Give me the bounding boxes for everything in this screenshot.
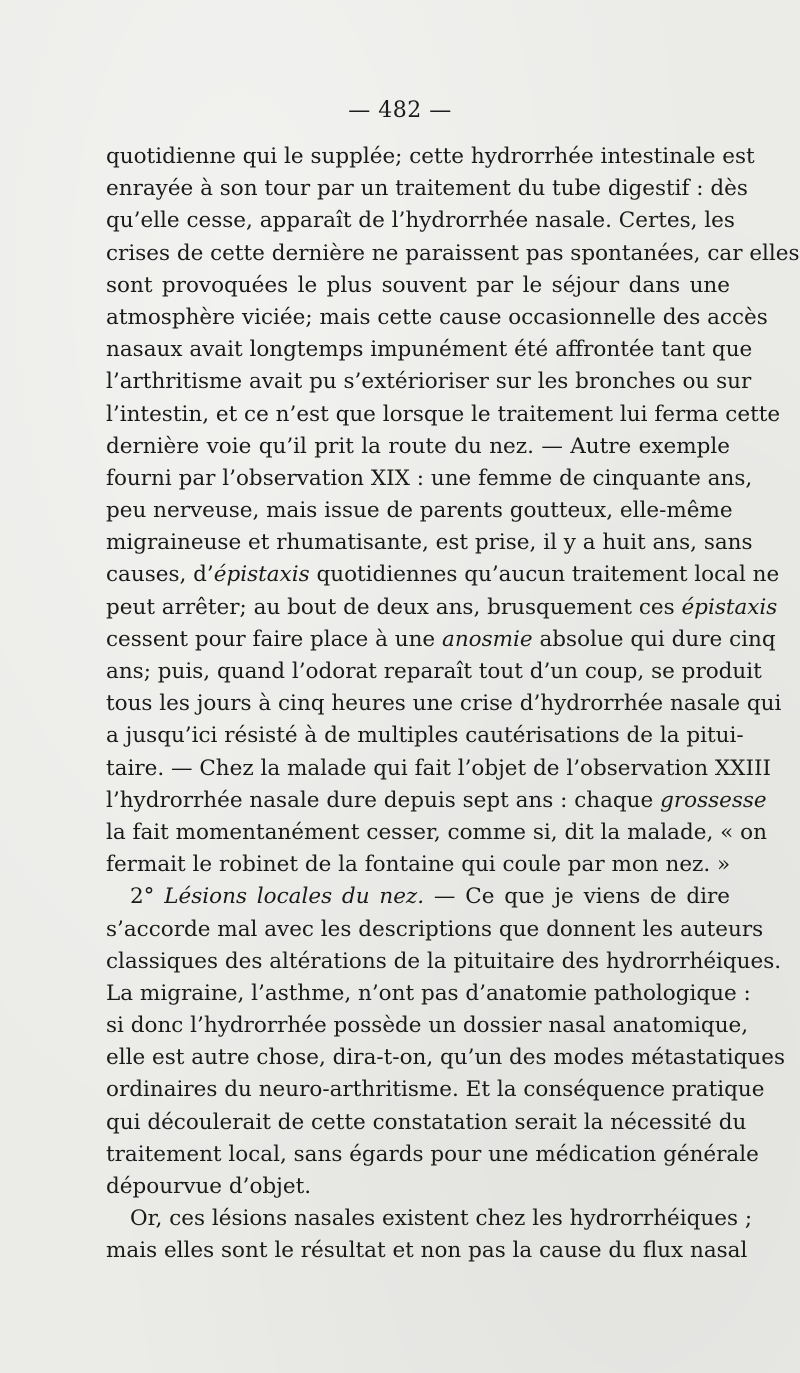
text-line: si donc l’hydrorrhée possède un dossier nasal anatomique, [106,1013,749,1039]
text-line: sont provoquées le plus souvent par le séjour dans une [106,272,730,298]
text-line: quotidienne qui le supplée; cette hydrorrhée intestinale est [106,144,755,169]
text-line: classiques des altérations de la pituitaire des hydrorrhéiques. [106,948,782,974]
text-line: cessent pour faire place à une anosmie absolue qui dure cinq [106,626,776,652]
text-line: a jusqu’ici résisté à de multiples cautérisations de la pitui- [106,723,744,749]
text-line: nasaux avait longtemps impunément été affrontée tant que [106,337,753,363]
text-line: la fait momentanément cesser, comme si, dit la malade, « on [106,819,767,845]
text-line: migraineuse et rhumatisante, est prise, il y a huit ans, sans [106,530,753,556]
text-line: l’hydrorrhée nasale dure depuis sept ans : chaque grossesse [106,787,767,813]
text-line: qu’elle cesse, apparaît de l’hydrorrhée nasale. Certes, les [106,208,735,234]
text-line: atmosphère viciée; mais cette cause occasionnelle des accès [106,304,768,330]
text-line: dépourvue d’objet. [106,1174,312,1199]
text-line: enrayée à son tour par un traitement du tube digestif : dès [106,176,748,202]
text-line: l’intestin, et ce n’est que lorsque le traitement lui ferma cette [106,401,781,427]
text-line: fourni par l’observation XIX : une femme de cinquante ans, [106,465,753,491]
text-line: 2° Lésions locales du nez. — Ce que je viens de dire [130,884,730,910]
text-line: ordinaires du neuro-arthritisme. Et la conséquence pratique [106,1077,765,1103]
paragraph [106,881,785,1203]
text-line: elle est autre chose, dira-t-on, qu’un des modes métastatiques [106,1045,785,1071]
text-line: qui découlerait de cette constatation serait la nécessité du [106,1109,747,1135]
text-line: taire. — Chez la malade qui fait l’objet de l’observation XXIII [106,755,771,781]
body-text [106,141,800,1268]
text-line: s’accorde mal avec les descriptions que donnent les auteurs [106,916,764,942]
paragraph [106,1203,753,1267]
paragraph [106,141,800,881]
text-line: tous les jours à cinq heures une crise d’hydrorrhée nasale qui [106,691,782,717]
text-line: peut arrêter; au bout de deux ans, brusquement ces épistaxis [106,594,778,620]
text-line: crises de cette dernière ne paraissent pas spontanées, car elles [106,240,800,266]
page-number: — 482 — [348,98,452,123]
text-line: La migraine, l’asthme, n’ont pas d’anatomie pathologique : [106,980,751,1006]
text-line: l’arthritisme avait pu s’extérioriser sur les bronches ou sur [106,369,752,395]
text-line: causes, d’épistaxis quotidiennes qu’aucun traitement local ne [106,562,780,588]
text-line: ans; puis, quand l’odorat reparaît tout d’un coup, se produit [106,659,762,684]
text-line: mais elles sont le résultat et non pas la cause du flux nasal [106,1238,748,1264]
text-line: traitement local, sans égards pour une médication générale [106,1141,759,1167]
text-line: peu nerveuse, mais issue de parents goutteux, elle-même [106,498,733,524]
text-line: Or, ces lésions nasales existent chez les hydrorrhéiques ; [130,1206,753,1232]
text-line: fermait le robinet de la fontaine qui coule par mon nez. » [106,852,731,878]
text-line: dernière voie qu’il prit la route du nez. — Autre exemple [106,433,730,459]
